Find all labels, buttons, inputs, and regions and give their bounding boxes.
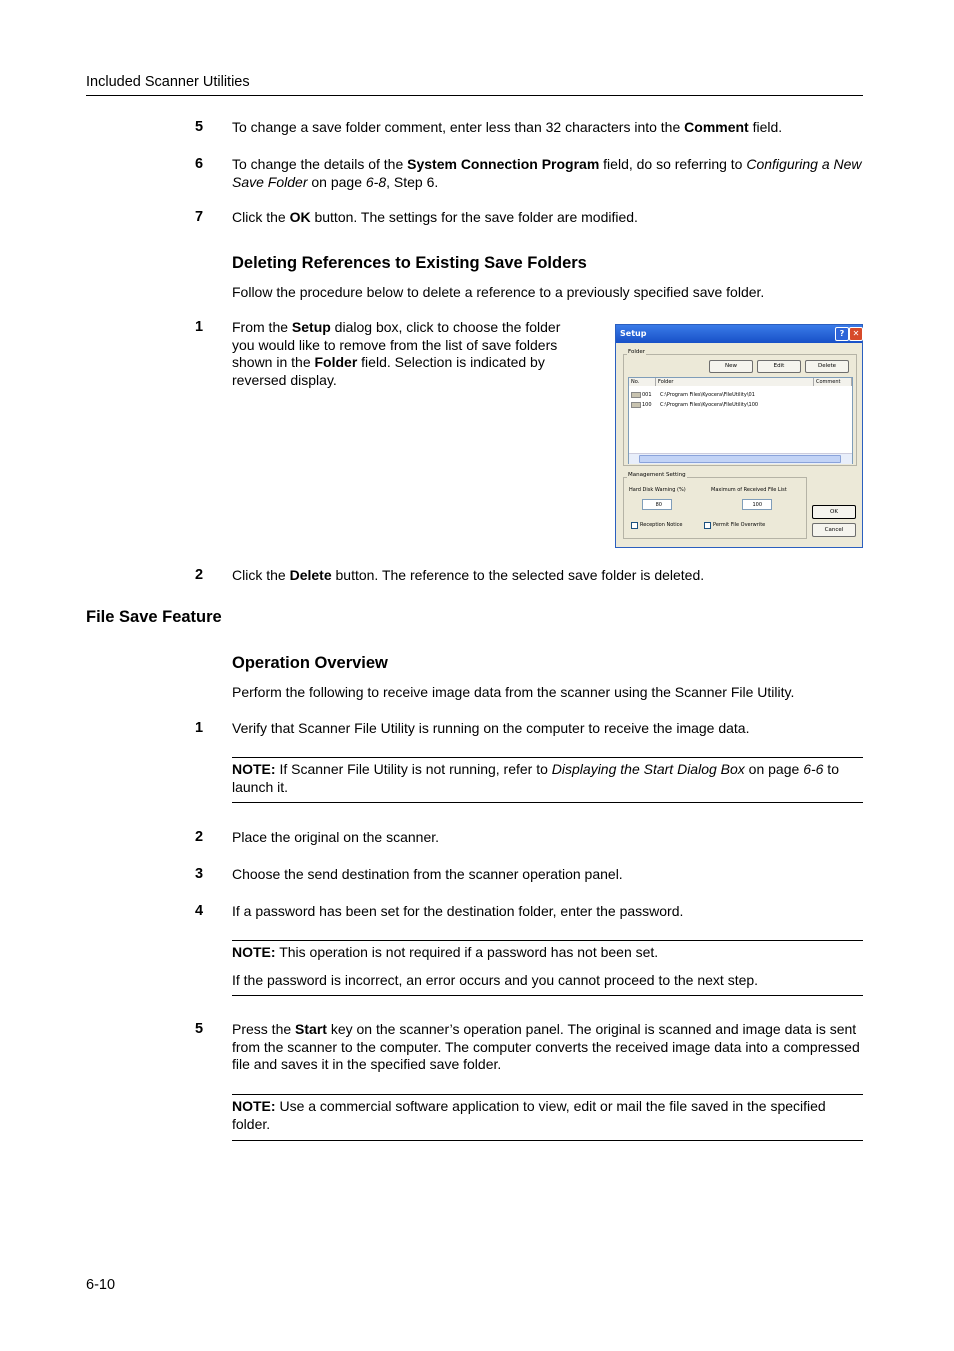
step-text: Click the OK button. The settings for the save folder are modified. — [232, 209, 638, 225]
list-item-path[interactable]: C:\Program Files\Kyocera\FileUtility\01 — [660, 392, 755, 398]
step-number: 6 — [195, 156, 204, 172]
step-text: Press the Start key on the scanner’s operation panel. The original is scanned and image data is sent from the scanner to the computer. The computer converts the received image data into a compressed file and saves it in the specified save folder. — [232, 1021, 860, 1072]
max-list-label: Maximum of Received File List — [711, 487, 787, 493]
note-box — [232, 940, 863, 996]
reception-notice-checkbox[interactable] — [631, 522, 638, 529]
horizontal-scrollbar[interactable] — [629, 453, 852, 464]
permit-overwrite-label: Permit File Overwrite — [713, 522, 766, 528]
note-box: NOTE: If Scanner File Utility is not running, refer to Displaying the Start Dialog Box on page 6-6 to launch it. — [232, 757, 863, 803]
folder-list[interactable] — [628, 377, 853, 464]
step-text: From the Setup dialog box, click to choose the folder you would like to remove from the list of save folders shown in the Folder field. Selection is indicated by reversed display. — [232, 319, 561, 388]
scrollbar-thumb[interactable] — [639, 455, 841, 463]
running-header: Included Scanner Utilities — [86, 74, 250, 90]
folder-group-label: Folder — [628, 349, 645, 355]
step-number: 7 — [195, 209, 204, 225]
step-text: To change a save folder comment, enter less than 32 characters into the Comment field. — [232, 119, 783, 135]
step-text: Click the Delete button. The reference to the selected save folder is deleted. — [232, 567, 705, 583]
note-line: NOTE: This operation is not required if a password has not been set. — [232, 944, 659, 960]
step-number: 4 — [195, 903, 204, 919]
folder-icon — [631, 402, 641, 408]
note-box: NOTE: Use a commercial software application to view, edit or mail the file saved in the specified folder. — [232, 1094, 863, 1141]
reception-notice-label: Reception Notice — [640, 522, 683, 528]
step-text: Verify that Scanner File Utility is running on the computer to receive the image data. — [232, 720, 750, 736]
list-item-path[interactable]: C:\Program Files\Kyocera\FileUtility\100 — [660, 402, 759, 408]
note-line: If the password is incorrect, an error occurs and you cannot proceed to the next step. — [232, 971, 759, 988]
cancel-button[interactable]: Cancel — [812, 523, 856, 537]
step-number: 3 — [195, 866, 204, 882]
new-button[interactable]: New — [709, 360, 753, 373]
column-header-no[interactable]: No. — [629, 378, 656, 386]
list-item[interactable]: 001 — [631, 391, 652, 399]
step-text: Place the original on the scanner. — [232, 829, 440, 845]
close-icon[interactable]: ✕ — [849, 327, 863, 341]
subsection-heading: Operation Overview — [232, 654, 388, 672]
permit-overwrite-checkbox[interactable] — [704, 522, 711, 529]
section-intro: Perform the following to receive image data from the scanner using the Scanner File Utility. — [232, 684, 795, 700]
step-number: 1 — [195, 720, 204, 736]
step-number: 2 — [195, 829, 204, 845]
ok-button[interactable]: OK — [812, 505, 856, 519]
management-group-label: Management Setting — [628, 472, 686, 478]
dialog-titlebar — [616, 325, 862, 343]
max-list-spinner[interactable]: 100 — [742, 499, 772, 510]
dialog-title: Setup — [620, 329, 647, 338]
step-text: Choose the send destination from the scanner operation panel. — [232, 866, 623, 882]
setup-dialog — [615, 324, 863, 548]
hdd-warning-spinner[interactable]: 80 — [642, 499, 672, 510]
step-text: If a password has been set for the destination folder, enter the password. — [232, 903, 684, 919]
header-rule — [86, 95, 863, 96]
delete-button[interactable]: Delete — [805, 360, 849, 373]
section-heading: File Save Feature — [86, 608, 222, 626]
folder-icon — [631, 392, 641, 398]
section-intro: Follow the procedure below to delete a reference to a previously specified save folder. — [232, 284, 765, 300]
section-heading: Deleting References to Existing Save Folders — [232, 254, 587, 272]
page-number: 6-10 — [86, 1277, 116, 1293]
hdd-warning-label: Hard Disk Warning (%) — [629, 487, 686, 493]
step-number: 5 — [195, 119, 204, 135]
edit-button[interactable]: Edit — [757, 360, 801, 373]
step-number: 2 — [195, 567, 204, 583]
column-header-comment[interactable]: Comment — [814, 378, 852, 386]
step-number: 5 — [195, 1021, 204, 1037]
help-icon[interactable]: ? — [835, 327, 849, 341]
step-text: To change the details of the System Connection Program field, do so referring to Configuring a New Save Folder on page 6-8, Step 6. — [232, 156, 862, 190]
list-item[interactable]: 100 — [631, 401, 652, 409]
column-header-folder[interactable]: Folder — [656, 378, 814, 386]
step-number: 1 — [195, 319, 204, 335]
